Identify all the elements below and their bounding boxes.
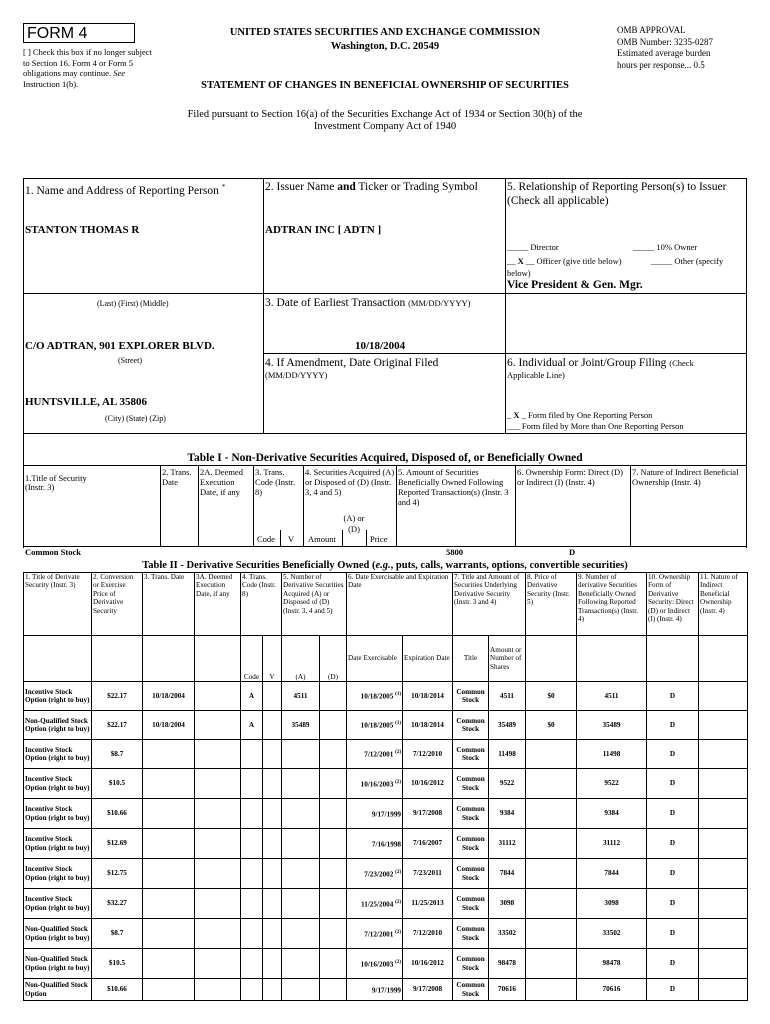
director-option[interactable]: _____ Director [507, 242, 559, 252]
reporting-person-city: HUNTSVILLE, AL 35806 [25, 396, 147, 408]
cell-dprice [526, 919, 577, 949]
table-row [24, 682, 748, 711]
t2-sub-code: Code [241, 636, 263, 682]
empty-cell [195, 740, 241, 769]
cell-price: $32.27 [92, 889, 143, 919]
empty-cell [195, 889, 241, 919]
empty-cell [263, 859, 282, 889]
cell-shares: 9522 [489, 769, 526, 799]
table-row [24, 979, 748, 1001]
cell-ex: 10/18/2005 $^{(1)}$ [347, 682, 403, 711]
cell-form: D [647, 829, 699, 859]
cell-shares: 70616 [489, 979, 526, 1001]
cell-ex: 7/12/2001 $^{(2)}$ [347, 740, 403, 769]
empty-cell [195, 799, 241, 829]
cell-owned: 3098 [577, 889, 647, 919]
cell-price: $10.5 [92, 769, 143, 799]
cell-tdate [143, 889, 195, 919]
t2-sub-amount: Amount or Number of Shares [489, 636, 526, 682]
footnote-ref: (2) [395, 959, 402, 965]
empty-cell [320, 859, 347, 889]
empty-cell [195, 949, 241, 979]
cell-dprice [526, 829, 577, 859]
empty-cell [320, 889, 347, 919]
table-row [24, 711, 748, 740]
empty-cell [699, 740, 748, 769]
empty-cell [263, 829, 282, 859]
cell-title: Incentive Stock Option (right to buy) [24, 889, 92, 919]
cell-code [241, 769, 263, 799]
cell-ex: 11/25/2004 $^{(2)}$ [347, 889, 403, 919]
cell-shares: 35489 [489, 711, 526, 740]
cell-title: Incentive Stock Option (right to buy) [24, 829, 92, 859]
table1-sub-price: Price [370, 534, 388, 544]
cell-exp: 7/16/2007 [403, 829, 453, 859]
cell-exp: 9/17/2008 [403, 799, 453, 829]
footnote-ref: (2) [395, 779, 402, 785]
cell-und: Common Stock [453, 859, 489, 889]
cell-owned: 35489 [577, 711, 647, 740]
cell-a [282, 889, 320, 919]
cell-a: 4511 [282, 682, 320, 711]
cell-ex: 10/16/2003 $^{(2)}$ [347, 949, 403, 979]
table1-sub-aord: (A) or (D) [343, 513, 365, 534]
cell-form: D [647, 859, 699, 889]
table1-row-amount: 5800 [446, 547, 463, 557]
empty-cell [320, 979, 347, 1001]
cell-price: $12.75 [92, 859, 143, 889]
cell-code [241, 889, 263, 919]
table-row [24, 799, 748, 829]
box6-label: 6. Individual or Joint/Group Filing (Check [507, 357, 694, 369]
cell-price: $10.66 [92, 979, 143, 1001]
cell-a [282, 829, 320, 859]
earliest-transaction-date: 10/18/2004 [355, 340, 406, 352]
cell-ex: 7/23/2002 $^{(2)}$ [347, 859, 403, 889]
cell-form: D [647, 949, 699, 979]
cell-shares: 9384 [489, 799, 526, 829]
table1-sub-amount: Amount [308, 534, 336, 544]
empty-cell [320, 799, 347, 829]
table2-title: Table II - Derivative Securities Beneficially Owned (e.g., puts, calls, warrants, options, convertible securities) [142, 560, 628, 571]
t2-h5: 5. Number of Derivative Securities Acquired (A) or Disposed of (D) (Instr. 3, 4 and 5) [282, 573, 347, 636]
checkbox-note[interactable]: [ ] Check this box if no longer subject to Section 16. Form 4 or Form 5 obligations may continue. See Instruction 1(b). [23, 47, 152, 89]
empty-cell [195, 682, 241, 711]
cell-code [241, 949, 263, 979]
cell-exp: 10/16/2012 [403, 769, 453, 799]
cell-title: Incentive Stock Option (right to buy) [24, 769, 92, 799]
cell-tdate [143, 949, 195, 979]
cell-form: D [647, 711, 699, 740]
t2-sub-a: (A) [282, 636, 320, 682]
omb-approval: OMB APPROVAL OMB Number: 3235-0287 Estimated average burden hours per response... 0.5 [617, 25, 713, 70]
empty-cell [320, 711, 347, 740]
empty-cell [699, 889, 748, 919]
agency-city: Washington, D.C. 20549 [330, 41, 440, 52]
t2-h11: 11. Nature of Indirect Beneficial Ownership (Instr. 4) [699, 573, 748, 636]
empty-cell [320, 682, 347, 711]
empty-cell [263, 919, 282, 949]
table1-row-form: D [569, 547, 576, 557]
t2-h4: 4. Trans. Code (Instr. 8) [241, 573, 282, 636]
table2-header-row [24, 573, 748, 636]
officer-option[interactable]: __ X __ Officer (give title below) [507, 256, 622, 266]
table1-sub-v: V [288, 534, 295, 544]
empty-cell [263, 682, 282, 711]
empty-cell [699, 859, 748, 889]
t2-h7: 7. Title and Amount of Securities Underlying Derivative Security (Instr. 3 and 4) [453, 573, 526, 636]
ten-percent-owner-option[interactable]: _____ 10% Owner [633, 242, 698, 252]
empty-cell [699, 799, 748, 829]
cell-form: D [647, 799, 699, 829]
cell-ex: 7/12/2001 $^{(2)}$ [347, 919, 403, 949]
t2-sub-title: Title [453, 636, 489, 682]
cell-dprice [526, 859, 577, 889]
cell-exp: 11/25/2013 [403, 889, 453, 919]
cell-dprice: $0 [526, 682, 577, 711]
city-sub-label: (City) (State) (Zip) [105, 414, 166, 423]
box2-label: 2. Issuer Name and Ticker or Trading Symbol [265, 181, 478, 193]
cell-title: Incentive Stock Option (right to buy) [24, 682, 92, 711]
cell-price: $12.69 [92, 829, 143, 859]
table1-col2a-header: 2A. Deemed Execution Date, if any [200, 467, 243, 497]
empty-cell [320, 769, 347, 799]
footnote-ref: (2) [395, 750, 402, 756]
cell-dprice [526, 889, 577, 919]
cell-a [282, 769, 320, 799]
t2-h9: 9. Number of derivative Securities Beneficially Owned Following Reported Transaction(s) (Instr. 4) [577, 573, 647, 636]
cell-form: D [647, 919, 699, 949]
cell-owned: 11498 [577, 740, 647, 769]
cell-exp: 10/18/2014 [403, 682, 453, 711]
empty-cell [263, 799, 282, 829]
filed-pursuant: Filed pursuant to Section 16(a) of the Securities Exchange Act of 1934 or Section 30(h) of the Investment Company Act of 1940 [187, 109, 583, 132]
table-row [24, 829, 748, 859]
box4-label: 4. If Amendment, Date Original Filed [265, 357, 439, 369]
table1-col6-header: 6. Ownership Form: Direct (D) or Indirect (I) (Instr. 4) [517, 467, 623, 487]
cell-und: Common Stock [453, 711, 489, 740]
footnote-ref: (2) [395, 899, 402, 905]
t2-sub-d: (D) [320, 636, 347, 682]
empty-cell [699, 711, 748, 740]
street-sub-label: (Street) [118, 356, 142, 365]
cell-code: A [241, 711, 263, 740]
cell-shares: 98478 [489, 949, 526, 979]
cell-tdate [143, 979, 195, 1001]
cell-a: 35489 [282, 711, 320, 740]
filed-by-more-option[interactable]: ___ Form filed by More than One Reporting Person [507, 421, 684, 431]
empty-cell [699, 682, 748, 711]
footnote-ref: (2) [395, 929, 402, 935]
empty-cell [195, 979, 241, 1001]
footnote-ref: (1) [395, 721, 402, 727]
empty-cell [699, 979, 748, 1001]
cell-tdate [143, 740, 195, 769]
cell-und: Common Stock [453, 889, 489, 919]
cell-und: Common Stock [453, 740, 489, 769]
cell-ex: 7/16/1998 [347, 829, 403, 859]
empty-cell [195, 829, 241, 859]
table1-col5-header: 5. Amount of Securities Beneficially Owned Following Reported Transaction(s) (Instr. 3 and 4) [398, 467, 509, 507]
t2-h3a: 3A. Deemed Execution Date, if any [195, 573, 241, 636]
cell-code [241, 919, 263, 949]
cell-exp: 10/16/2012 [403, 949, 453, 979]
cell-form: D [647, 979, 699, 1001]
cell-shares: 3098 [489, 889, 526, 919]
empty-cell [699, 919, 748, 949]
empty-cell [195, 769, 241, 799]
cell-dprice [526, 979, 577, 1001]
empty-cell [263, 979, 282, 1001]
table1-col1-header: 1.Title of Security (Instr. 3) [25, 473, 87, 492]
cell-tdate [143, 769, 195, 799]
cell-dprice [526, 740, 577, 769]
cell-form: D [647, 682, 699, 711]
other-option-below: below) [507, 268, 531, 278]
t2-h1: 1. Title of Derivate Security (Instr. 3) [24, 573, 92, 636]
cell-owned: 33502 [577, 919, 647, 949]
t2-h10: 10. Ownership Form of Derivative Security: Direct (D) or Indirect (I) (Instr. 4) [647, 573, 699, 636]
empty-cell [263, 769, 282, 799]
table2-subheader-row [24, 636, 748, 682]
t2-h6: 6. Date Exercisable and Expiration Date [347, 573, 453, 636]
empty-cell [263, 889, 282, 919]
t2-sub-exp: Expiration Date [403, 636, 453, 682]
empty-cell [263, 711, 282, 740]
table1-col2-header: 2. Trans. Date [162, 467, 192, 487]
cell-exp: 7/12/2010 [403, 919, 453, 949]
cell-code [241, 799, 263, 829]
cell-a [282, 949, 320, 979]
cell-und: Common Stock [453, 799, 489, 829]
cell-exp: 10/18/2014 [403, 711, 453, 740]
cell-shares: 7844 [489, 859, 526, 889]
cell-a [282, 740, 320, 769]
box5-label: 5. Relationship of Reporting Person(s) to Issuer (Check all applicable) [507, 181, 727, 207]
cell-und: Common Stock [453, 949, 489, 979]
empty-cell [263, 740, 282, 769]
cell-owned: 9522 [577, 769, 647, 799]
cell-und: Common Stock [453, 919, 489, 949]
t2-h2: 2. Conversion or Exercise Price of Derivative Security [92, 573, 143, 636]
cell-tdate: 10/18/2004 [143, 682, 195, 711]
cell-title: Incentive Stock Option (right to buy) [24, 799, 92, 829]
cell-ex: 9/17/1999 [347, 799, 403, 829]
name-sub-label: (Last) (First) (Middle) [97, 299, 169, 308]
cell-tdate [143, 859, 195, 889]
cell-owned: 4511 [577, 682, 647, 711]
cell-dprice [526, 799, 577, 829]
cell-owned: 7844 [577, 859, 647, 889]
empty-cell [699, 829, 748, 859]
agency-name: UNITED STATES SECURITIES AND EXCHANGE COMMISSION [229, 27, 541, 38]
cell-ex: 10/18/2005 $^{(1)}$ [347, 711, 403, 740]
filed-by-one-option[interactable]: _ X _ Form filed by One Reporting Person [507, 410, 653, 420]
cell-code [241, 859, 263, 889]
cell-exp: 7/12/2010 [403, 740, 453, 769]
cell-owned: 98478 [577, 949, 647, 979]
cell-exp: 7/23/2011 [403, 859, 453, 889]
cell-form: D [647, 769, 699, 799]
cell-price: $22.17 [92, 682, 143, 711]
empty-cell [699, 949, 748, 979]
cell-title: Non-Qualified Stock Option (right to buy) [24, 711, 92, 740]
cell-und: Common Stock [453, 829, 489, 859]
table-row [24, 740, 748, 769]
cell-owned: 31112 [577, 829, 647, 859]
cell-price: $8.7 [92, 740, 143, 769]
other-option[interactable]: _____ Other (specify [651, 256, 724, 266]
officer-title: Vice President & Gen. Mgr. [507, 279, 643, 291]
statement-title: STATEMENT OF CHANGES IN BENEFICIAL OWNERSHIP OF SECURITIES [201, 80, 569, 91]
table-row [24, 769, 748, 799]
table-row [24, 919, 748, 949]
empty-cell [320, 919, 347, 949]
cell-exp: 9/17/2008 [403, 979, 453, 1001]
cell-title: Incentive Stock Option (right to buy) [24, 859, 92, 889]
cell-und: Common Stock [453, 769, 489, 799]
issuer-name: ADTRAN INC [ ADTN ] [265, 224, 382, 236]
box4-sub-label: (MM/DD/YYYY) [265, 370, 328, 380]
t2-h8: 8. Price of Derivative Security (Instr. 5) [526, 573, 577, 636]
cell-code [241, 979, 263, 1001]
t2-sub-v: V [263, 636, 282, 682]
cell-dprice [526, 769, 577, 799]
table-row [24, 889, 748, 919]
cell-shares: 4511 [489, 682, 526, 711]
cell-und: Common Stock [453, 682, 489, 711]
cell-title: Non-Qualified Stock Option [24, 979, 92, 1001]
cell-ex: 10/16/2003 $^{(2)}$ [347, 769, 403, 799]
cell-a [282, 979, 320, 1001]
empty-cell [195, 919, 241, 949]
cell-shares: 31112 [489, 829, 526, 859]
cell-owned: 70616 [577, 979, 647, 1001]
empty-cell [699, 769, 748, 799]
table-row [24, 859, 748, 889]
footnote-ref: (2) [395, 869, 402, 875]
reporting-person-name: STANTON THOMAS R [25, 224, 140, 236]
cell-form: D [647, 740, 699, 769]
table2 [23, 572, 748, 1001]
cell-price: $8.7 [92, 919, 143, 949]
cell-title: Non-Qualified Stock Option (right to buy) [24, 949, 92, 979]
cell-code [241, 829, 263, 859]
t2-h3: 3. Trans. Date [143, 573, 195, 636]
cell-tdate [143, 799, 195, 829]
cell-owned: 9384 [577, 799, 647, 829]
cell-tdate [143, 829, 195, 859]
empty-cell [320, 829, 347, 859]
cell-title: Incentive Stock Option (right to buy) [24, 740, 92, 769]
box1-label: 1. Name and Address of Reporting Person * [25, 183, 226, 197]
box3-label: 3. Date of Earliest Transaction (MM/DD/YYYY) [265, 297, 471, 309]
empty-cell [263, 949, 282, 979]
form-title: FORM 4 [23, 23, 135, 43]
cell-und: Common Stock [453, 979, 489, 1001]
empty-cell [320, 949, 347, 979]
footnote-ref: (1) [395, 692, 402, 698]
cell-shares: 33502 [489, 919, 526, 949]
empty-cell [195, 711, 241, 740]
cell-dprice [526, 949, 577, 979]
cell-a [282, 799, 320, 829]
cell-tdate: 10/18/2004 [143, 711, 195, 740]
table1-col7-header: 7. Nature of Indirect Beneficial Ownership (Instr. 4) [632, 467, 739, 487]
cell-tdate [143, 919, 195, 949]
table1-col4-header: 4. Securities Acquired (A) or Disposed of (D) (Instr. 3, 4 and 5) [305, 467, 395, 497]
cell-form: D [647, 889, 699, 919]
cell-code: A [241, 682, 263, 711]
cell-dprice: $0 [526, 711, 577, 740]
table1-sub-code: Code [257, 534, 275, 544]
cell-code [241, 740, 263, 769]
cell-title: Non-Qualified Stock Option (right to buy) [24, 919, 92, 949]
table1-title: Table I - Non-Derivative Securities Acquired, Disposed of, or Beneficially Owned [187, 452, 583, 464]
table1-col3-header: 3. Trans. Code (Instr. 8) [255, 467, 296, 497]
cell-a [282, 859, 320, 889]
table-row [24, 949, 748, 979]
cell-price: $10.66 [92, 799, 143, 829]
box6-sub-label: Applicable Line) [507, 370, 565, 380]
t2-sub-date-ex: Date Exercisable [347, 636, 403, 682]
table1-row-title: Common Stock [25, 547, 81, 557]
empty-cell [195, 859, 241, 889]
cell-ex: 9/17/1999 [347, 979, 403, 1001]
cell-price: $10.5 [92, 949, 143, 979]
cell-shares: 11498 [489, 740, 526, 769]
cell-a [282, 919, 320, 949]
reporting-person-street: C/O ADTRAN, 901 EXPLORER BLVD. [25, 340, 215, 352]
empty-cell [320, 740, 347, 769]
cell-price: $22.17 [92, 711, 143, 740]
